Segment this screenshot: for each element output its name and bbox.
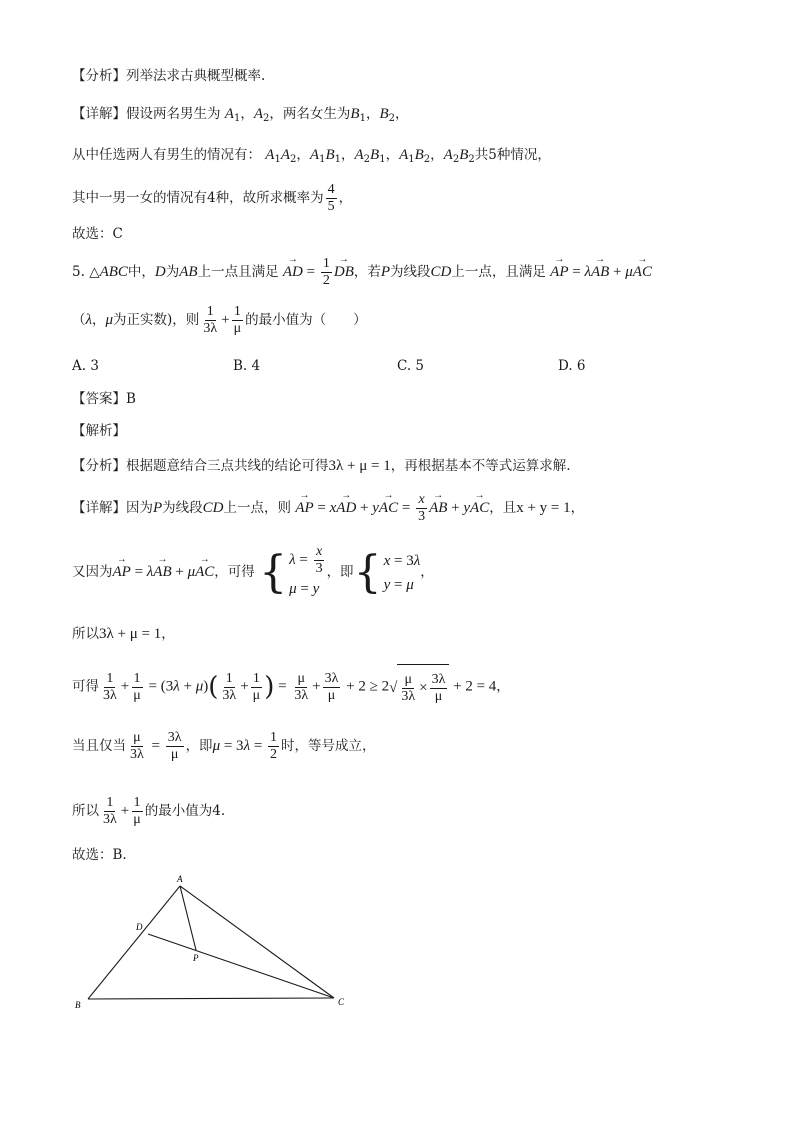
- triangle-figure: [70, 872, 360, 1012]
- solution-header: [72, 421, 126, 441]
- label-p: P: [193, 953, 199, 963]
- answer-value: B: [126, 391, 136, 407]
- text: 列举法求古典概型概率.: [126, 68, 266, 84]
- option-c: C. 5: [397, 358, 425, 374]
- label-c: C: [338, 997, 345, 1007]
- tag-solution: 【解析】: [72, 423, 126, 439]
- analysis-line-1: [72, 66, 265, 86]
- detail-line-2: 从中任选两人有男生的情况有： $A_1A_2$，$A_1B_1$，$A_2B_1$，$A_1B_2$，$A_2B_2$共5种情况，: [72, 147, 551, 165]
- tag-answer: 【答案】: [72, 391, 126, 407]
- option-b: B. 4: [233, 358, 261, 374]
- solution-detail-5: 当且仅当 $\frac{\mu}{3\lambda}$ = $\frac{3\lambda}{\mu}$ ，即μ = 3λ = $\frac{1}{2}$ 时，等号成立，: [72, 730, 376, 762]
- text: ，两名女生为: [269, 106, 351, 122]
- detail-line-3: [72, 180, 352, 216]
- solution-analysis: 【分析】根据题意结合三点共线的结论可得3λ + μ = 1，再根据基本不等式运算求解.: [72, 458, 571, 474]
- text: 假设两名男生为: [126, 106, 221, 122]
- text: 故选：C: [72, 226, 123, 242]
- text: ，: [394, 106, 409, 122]
- question-5-line-2: （λ，μ为正实数)，则 $\frac{1}{3\lambda}$ + $\frac{1}{\mu}$ 的最小值为（ ）: [72, 304, 367, 336]
- solution-final: 故选：B.: [72, 847, 127, 863]
- solution-detail-2: 又因为→ AP = λ→ AB + μ→ AC，可得 { λ = $\frac{x}{3}$ μ = y ，即{ x = 3λ y = μ ，: [72, 542, 434, 602]
- solution-detail-1: 【详解】因为P为线段CD上一点，则 → AP = x→ AD + y→ AC = $\frac{x}{3}$ → AB + y→ AC，且x + y = 1，: [72, 490, 584, 526]
- question-number: 5.: [72, 264, 85, 280]
- fraction: $\frac{4}{5}$: [327, 182, 335, 214]
- text: 从中任选两人有男生的情况有：: [72, 147, 261, 163]
- label-b: B: [75, 1000, 81, 1010]
- label-a: A: [177, 874, 183, 884]
- text: ，: [338, 190, 353, 206]
- tag-analysis: 【分析】: [72, 68, 126, 84]
- tag-detail: 【详解】: [72, 106, 126, 122]
- text: 其中一男一女的情况有4种，故所求概率为: [72, 190, 324, 206]
- label-d: D: [136, 922, 143, 932]
- answer-line: [72, 389, 136, 409]
- option-a: A. 3: [72, 358, 99, 374]
- solution-detail-3: 所以3λ + μ = 1，: [72, 626, 175, 642]
- question-5-line-1: 5. △ABC中，D为AB上一点且满足 → AD = $\frac{1}{2}$ → DB，若P为线段CD上一点，且满足 → AP = λ→ AB + μ→ AC: [72, 254, 652, 290]
- detail-line-1: 【详解】假设两名男生为 $A_1$，$A_2$，两名女生为$B_1$，$B_2$，: [72, 106, 409, 124]
- option-d: D. 6: [558, 358, 586, 374]
- solution-detail-4: 可得 $\frac{1}{3\lambda}$ + $\frac{1}{\mu}$ = (3λ + μ)( $\frac{1}{3\lambda}$ + $\frac{1}{\mu}$ ) = $\frac{\mu}{3\lambda}$ + $\frac{3\lambda}{\mu}$ + 2 ≥ 2√ $\frac{\mu}{3\lambda}$ × $\frac{3\lambda}{\mu}$ + 2 = 4，: [72, 664, 510, 710]
- text: 共5种情况，: [474, 147, 551, 163]
- choice-line: [72, 224, 123, 244]
- solution-detail-6: 所以 $\frac{1}{3\lambda}$ + $\frac{1}{\mu}$ 的最小值为4.: [72, 795, 226, 827]
